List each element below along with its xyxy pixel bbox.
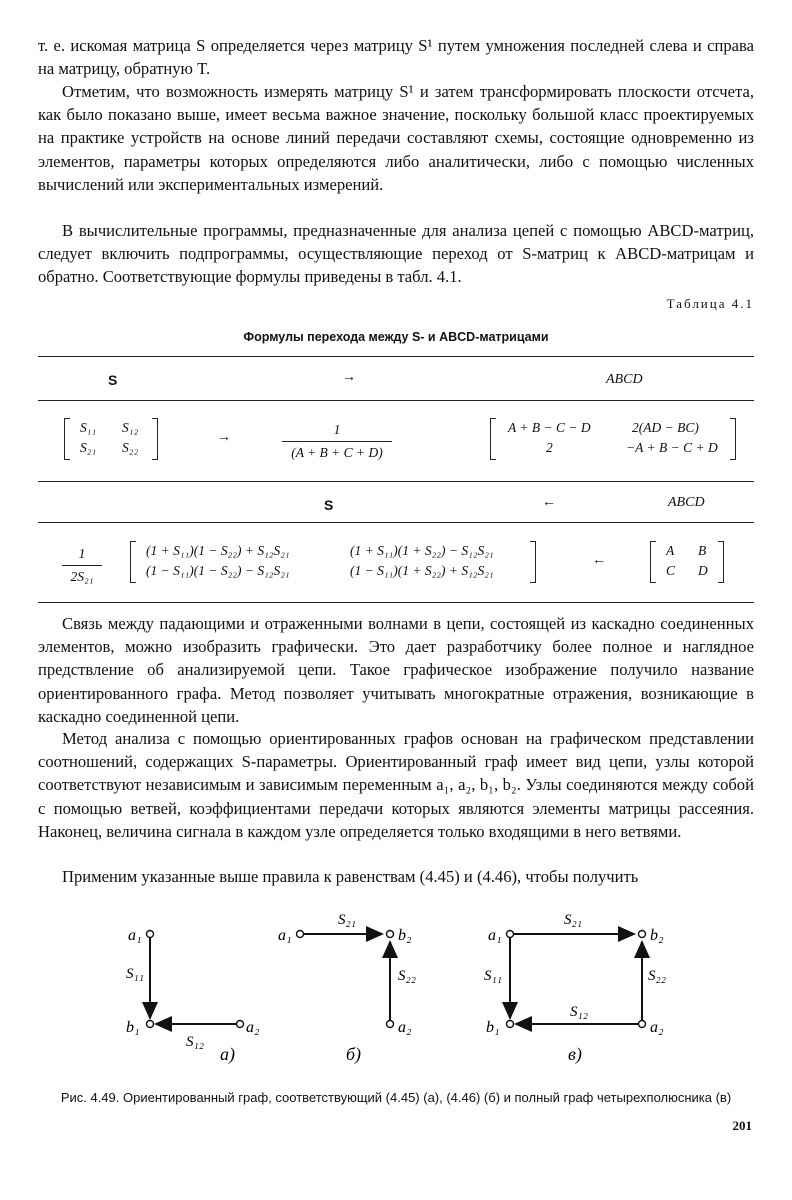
s-m12: (1 + S₁₁)(1 + S₂₂) − S₁₂S₂₁: [350, 543, 494, 558]
paragraph-2: Отметим, что возможность измерять матрицу S¹ и затем трансформировать плоскости отсчета, как было показано выше, имеет весьма важное значение, поскольку большой класс проектируемых на практике устройств на основе линий передачи составляют схемы, состоящие одновременно из элементов, параметры которых определяются либо аналитически, либо с помощью численных вычислений или экспериментальных измерений.: [38, 82, 754, 194]
bracket-right: [730, 418, 736, 460]
signal-flow-graphs: [100, 898, 700, 1073]
table-rule-3: [38, 481, 754, 482]
bracket-left: [130, 541, 136, 583]
header1-abcd: ABCD: [606, 372, 643, 387]
row2-fraction: [62, 546, 102, 585]
s-m21: (1 − S₁₁)(1 − S₂₂) − S₁₂S₂₁: [146, 563, 290, 578]
node-a1: [297, 931, 304, 938]
label-a1: a₁: [128, 927, 142, 944]
label-s22: S₂₂: [648, 968, 666, 984]
header2-s: S: [324, 497, 334, 513]
s-m11: (1 + S₁₁)(1 − S₂₂) + S₁₂S₂₁: [146, 543, 290, 558]
node-a1: [147, 931, 154, 938]
fraction-line: [282, 441, 392, 442]
fraction-line: [62, 565, 102, 566]
node-b2: [639, 931, 646, 938]
fraction-numerator: 1: [78, 546, 86, 561]
header1-s: S: [108, 372, 118, 388]
table-title: Формулы перехода между S- и ABCD-матрицами: [243, 330, 549, 344]
abcd-a: A: [666, 543, 675, 558]
bracket-right: [530, 541, 536, 583]
label-s11: S₁₁: [484, 968, 502, 984]
paragraph-4: Связь между падающими и отраженными волнами в цепи, состоящей из каскадно соединенных элементов, можно изобразить графически. Это дает разработчику более полное и наглядное предствление об анализируемой цепи. Такое графическое изображение получило название ориентированного графа. Метод позволяет учитывать многократные отражения, возникающие в каскадно соединенной цепи.: [38, 614, 754, 726]
bracket-right: [718, 541, 724, 583]
label-a1: a₁: [278, 927, 292, 944]
label-b2: b₂: [650, 927, 664, 944]
header1-arrow: →: [342, 370, 356, 385]
label-a2: a₂: [650, 1019, 664, 1036]
s11: S₁₁: [80, 420, 97, 435]
graph-b: [278, 912, 416, 1065]
paragraph-5: Метод анализа с помощью ориентированных графов основан на графическом представлении соотношений, содержащих S-параметры. Ориентированный граф имеет вид цепи, узлы которой соответствуют независимым и зависимым переменным a₁, a₂, b₁, b₂. Узлы соединяются между собой с помощью ветвей, коэффициентами передачи которых являются элементы матрицы рассеяния. Наконец, величина сигнала в каждом узле определяется только входящими в него ветвями.: [38, 729, 754, 841]
table-rule-bottom: [38, 602, 754, 603]
fraction-numerator: 1: [333, 422, 341, 437]
label-graph-a: а): [220, 1044, 235, 1064]
bracket-left: [64, 418, 70, 460]
label-s12: S₁₂: [186, 1034, 204, 1050]
paragraph-3: В вычислительные программы, предназначенные для анализа цепей с помощью ABCD-матриц, следует включить подпрограммы, осуществляющие переход от S-матриц к ABCD-матрицам и обратно. Соответствующие формулы приведены в табл. 4.1.: [38, 221, 754, 287]
table-rule-4: [38, 522, 754, 523]
label-s21: S₂₁: [564, 912, 582, 928]
label-graph-b: б): [346, 1044, 362, 1064]
node-a2: [237, 1021, 244, 1028]
row1-arrow: →: [217, 430, 231, 445]
paragraph-6: Применим указанные выше правила к равенствам (4.45) и (4.46), чтобы получить: [62, 867, 639, 886]
bracket-left: [490, 418, 496, 460]
abcd-a21: 2: [546, 440, 553, 455]
abcd-a12: 2(AD − BC): [632, 420, 699, 435]
label-graph-c: в): [568, 1044, 582, 1064]
label-b1: b₁: [486, 1019, 500, 1036]
label-b2: b₂: [398, 927, 412, 944]
figure-caption: Рис. 4.49. Ориентированный граф, соответствующий (4.45) (а), (4.46) (б) и полный граф четырехполюсника (в): [60, 1090, 732, 1105]
header2-arrow: ←: [542, 495, 556, 510]
abcd-a22: −A + B − C + D: [626, 440, 718, 455]
row2-arrow: ←: [592, 553, 606, 568]
graph-c: [484, 912, 666, 1065]
s21: S₂₁: [80, 440, 97, 455]
page-number: 201: [732, 1118, 752, 1133]
bracket-right: [152, 418, 158, 460]
node-a2: [387, 1021, 394, 1028]
node-b1: [507, 1021, 514, 1028]
abcd-b: B: [698, 543, 707, 558]
paragraph-1: т. е. искомая матрица S определяется через матрицу S¹ путем умножения последней слева и справа на матрицу, обратную T.: [38, 36, 754, 79]
label-s22: S₂₂: [398, 968, 416, 984]
label-a2: a₂: [398, 1019, 412, 1036]
abcd-c: C: [666, 563, 676, 578]
node-a1: [507, 931, 514, 938]
node-a2: [639, 1021, 646, 1028]
table-rule-2: [38, 400, 754, 401]
table-rule-top: [38, 356, 754, 357]
label-s11: S₁₁: [126, 966, 144, 982]
header2-abcd: ABCD: [668, 495, 705, 510]
node-b1: [147, 1021, 154, 1028]
abcd-a11: A + B − C − D: [508, 420, 591, 435]
s-m22: (1 − S₁₁)(1 + S₂₂) + S₁₂S₂₁: [350, 563, 494, 578]
row1-fraction: [282, 422, 392, 461]
fraction-denominator: 2S₂₁: [70, 569, 94, 584]
bracket-left: [650, 541, 656, 583]
label-s21: S₂₁: [338, 912, 356, 928]
label-a2: a₂: [246, 1019, 260, 1036]
abcd-d: D: [698, 563, 708, 578]
label-a1: a₁: [488, 927, 502, 944]
s12: S₁₂: [122, 420, 139, 435]
label-s12: S₁₂: [570, 1004, 588, 1020]
s22: S₂₂: [122, 440, 139, 455]
fraction-denominator: (A + B + C + D): [291, 445, 383, 460]
table-caption: Таблица 4.1: [666, 296, 754, 311]
node-b2: [387, 931, 394, 938]
graph-a: [126, 927, 260, 1065]
label-b1: b₁: [126, 1019, 140, 1036]
